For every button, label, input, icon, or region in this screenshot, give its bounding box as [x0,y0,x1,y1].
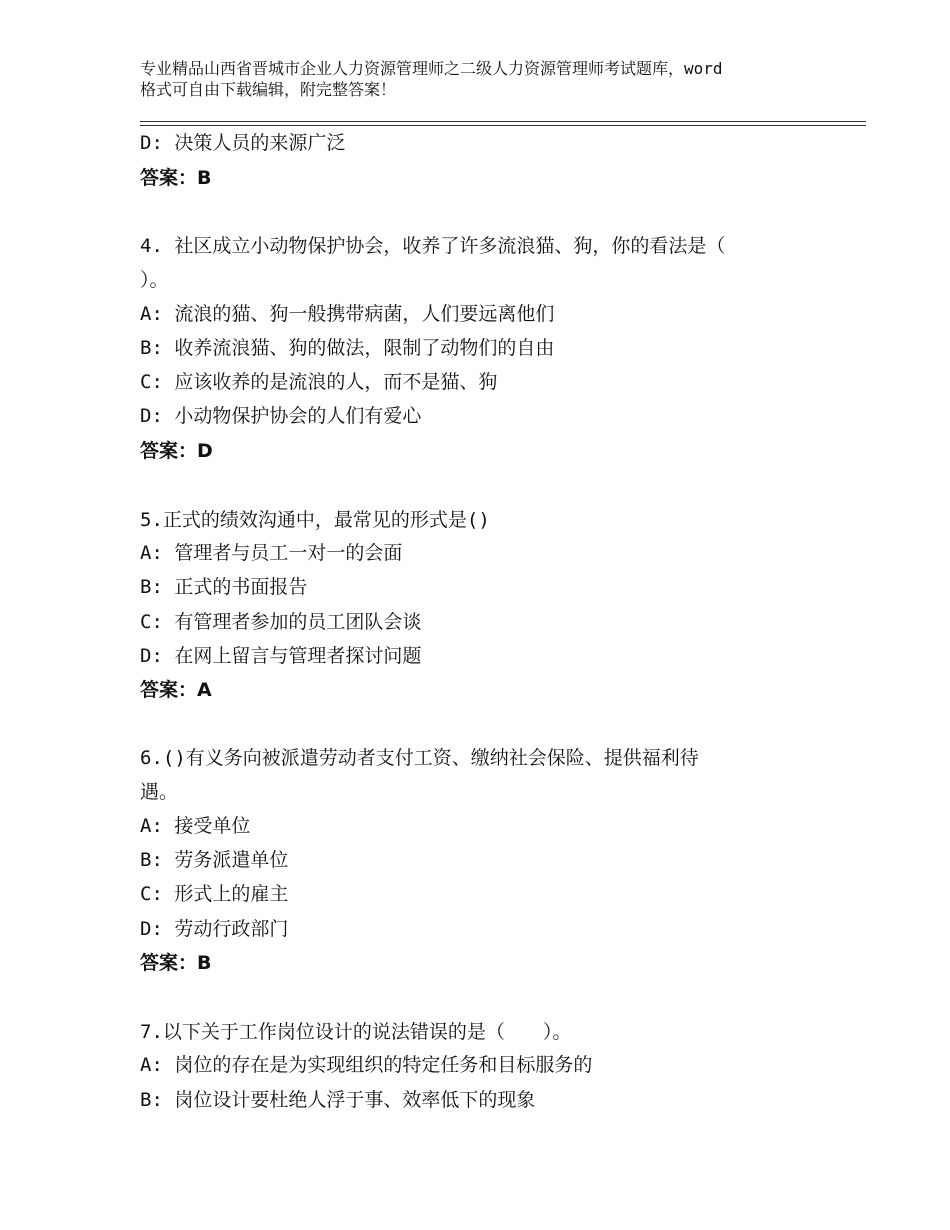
q6-answer: 答案：B [140,952,212,974]
q4-option-d: D: 小动物保护协会的人们有爱心 [140,405,422,427]
q5-answer: 答案：A [140,679,212,701]
q5-stem: 5.正式的绩效沟通中，最常见的形式是() [140,509,490,531]
q7-option-a: A: 岗位的存在是为实现组织的特定任务和目标服务的 [140,1054,593,1076]
q5-option-a: A: 管理者与员工一对一的会面 [140,542,403,564]
q4-option-c: C: 应该收养的是流浪的人，而不是猫、狗 [140,371,498,393]
q6-option-b: B: 劳务派遣单位 [140,849,289,871]
q4-option-a: A: 流浪的猫、狗一般携带病菌，人们要远离他们 [140,303,555,325]
q5-option-d: D: 在网上留言与管理者探讨问题 [140,645,422,667]
header-title-line-1: 专业精品山西省晋城市企业人力资源管理师之二级人力资源管理师考试题库，word [140,59,723,78]
q6-option-a: A: 接受单位 [140,815,251,837]
document-header [140,58,830,100]
q4-answer: 答案：D [140,440,213,462]
header-divider-top [140,121,866,122]
q3-answer: 答案：B [140,167,212,189]
q6-option-c: C: 形式上的雇主 [140,883,289,905]
q4-stem-line-1: 4. 社区成立小动物保护协会，收养了许多流浪猫、狗，你的看法是（ [140,235,726,257]
header-title-line-2: 格式可自由下载编辑，附完整答案！ [140,80,397,99]
q6-stem-line-1: 6.()有义务向被派遣劳动者支付工资、缴纳社会保险、提供福利待 [140,747,699,769]
header-divider-bottom [140,125,866,126]
q4-option-b: B: 收养流浪猫、狗的做法，限制了动物们的自由 [140,337,555,359]
q6-stem-line-2: 遇。 [140,781,179,803]
q4-stem-line-2: ）。 [140,269,169,291]
q3-option-d: D: 决策人员的来源广泛 [140,132,346,154]
q5-option-b: B: 正式的书面报告 [140,576,308,598]
q6-option-d: D: 劳动行政部门 [140,918,289,940]
q7-option-b: B: 岗位设计要杜绝人浮于事、效率低下的现象 [140,1089,536,1111]
q5-option-c: C: 有管理者参加的员工团队会谈 [140,611,422,633]
q7-stem: 7.以下关于工作岗位设计的说法错误的是（ ）。 [140,1021,572,1043]
